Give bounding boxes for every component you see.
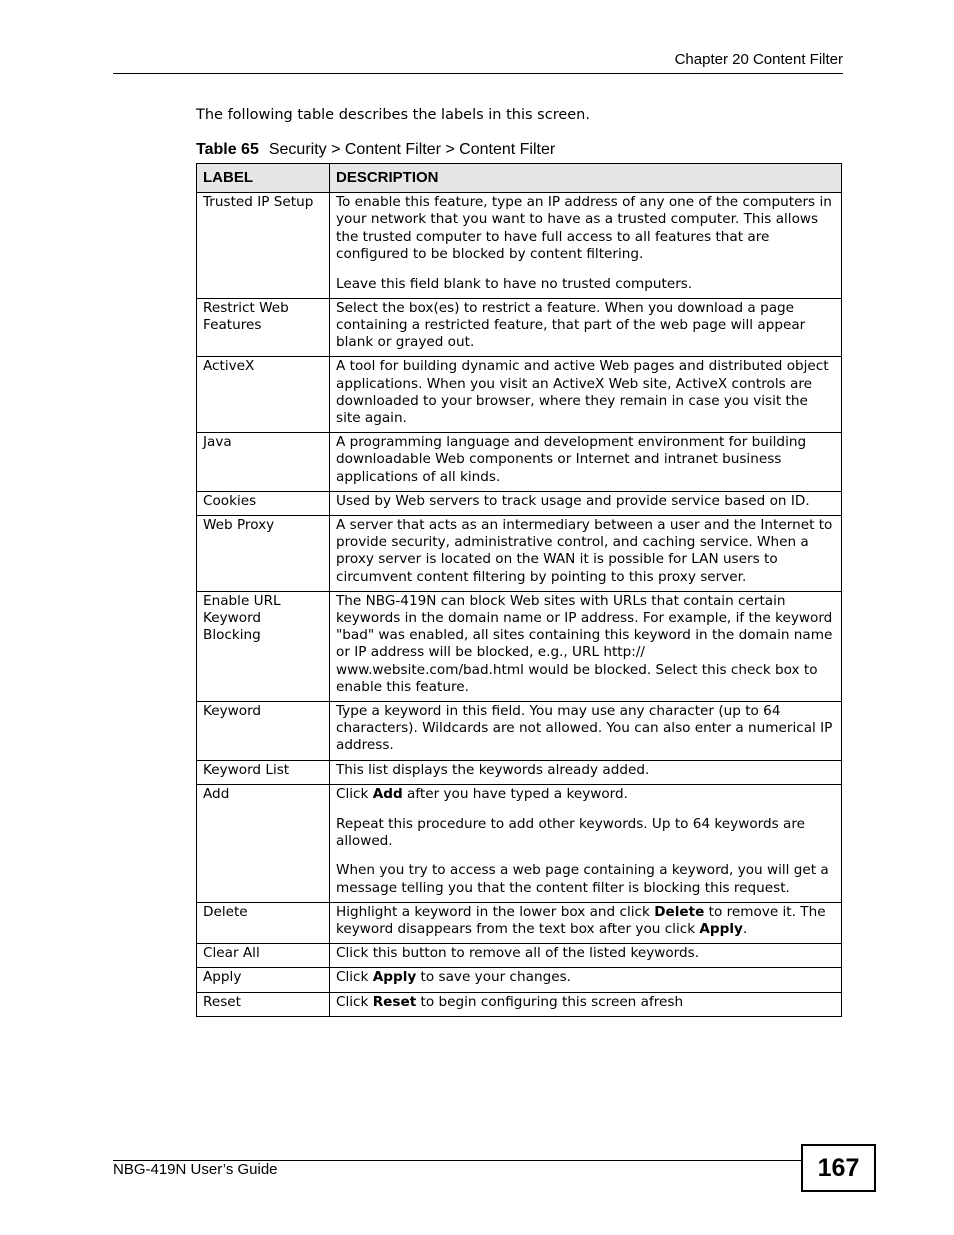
table-row xyxy=(197,515,842,591)
row-description xyxy=(330,701,842,760)
text-segment: When you try to access a web page containing a keyword, you will get a message telling you that the content filter is blocking this request. xyxy=(336,862,829,896)
labels-table xyxy=(196,163,842,1017)
row-label: Enable URL Keyword Blocking xyxy=(197,591,330,701)
bold-term: Reset xyxy=(372,993,417,1010)
row-label: Web Proxy xyxy=(197,515,330,591)
description-paragraph xyxy=(336,358,835,427)
chapter-header: Chapter 20 Content Filter xyxy=(674,51,843,68)
row-description xyxy=(330,515,842,591)
description-paragraph xyxy=(336,994,835,1011)
row-label: Restrict Web Features xyxy=(197,298,330,357)
row-description xyxy=(330,992,842,1016)
description-paragraph xyxy=(336,703,835,755)
table-row xyxy=(197,968,842,992)
row-label: Cookies xyxy=(197,491,330,515)
table-row xyxy=(197,902,842,943)
text-segment: Used by Web servers to track usage and provide service based on ID. xyxy=(336,492,810,509)
table-row xyxy=(197,433,842,492)
description-paragraph xyxy=(336,593,835,696)
description-paragraph xyxy=(336,945,835,962)
row-description xyxy=(330,760,842,784)
table-number: Table 65 xyxy=(196,141,259,158)
table-row xyxy=(197,298,842,357)
row-label: Delete xyxy=(197,902,330,943)
text-segment: Type a keyword in this field. You may use any character (up to 64 characters). Wildcards are not allowed. You can also enter a numerical IP address. xyxy=(336,702,833,754)
description-paragraph xyxy=(336,786,835,803)
description-paragraph xyxy=(336,969,835,986)
text-segment: This list displays the keywords already added. xyxy=(336,761,650,778)
row-label: Reset xyxy=(197,992,330,1016)
table-row xyxy=(197,591,842,701)
description-paragraph xyxy=(336,300,835,352)
table-row xyxy=(197,491,842,515)
description-paragraph xyxy=(336,517,835,586)
header-description: DESCRIPTION xyxy=(330,164,842,193)
table-row xyxy=(197,784,842,902)
page-number: 167 xyxy=(801,1144,876,1192)
row-description xyxy=(330,902,842,943)
row-description xyxy=(330,491,842,515)
text-segment: Select the box(es) to restrict a feature. When you download a page containing a restricted feature, that part of the web page will appear blank or grayed out. xyxy=(336,299,806,351)
text-segment: Click xyxy=(336,969,373,986)
text-segment: Click xyxy=(336,785,373,802)
header-label: LABEL xyxy=(197,164,330,193)
text-segment: Leave this field blank to have no trusted computers. xyxy=(336,275,693,292)
bold-term: Apply xyxy=(372,969,417,986)
row-description xyxy=(330,433,842,492)
row-description xyxy=(330,944,842,968)
row-description xyxy=(330,357,842,433)
intro-text: The following table describes the labels in this screen. xyxy=(196,107,590,123)
text-segment: to save your changes. xyxy=(416,969,571,986)
table-row xyxy=(197,760,842,784)
text-segment: Click this button to remove all of the listed keywords. xyxy=(336,945,700,962)
description-paragraph xyxy=(336,194,835,263)
table-header-row xyxy=(197,164,842,193)
row-label: Add xyxy=(197,784,330,902)
row-description xyxy=(330,298,842,357)
table-title: Security > Content Filter > Content Filter xyxy=(268,141,556,158)
text-segment: A programming language and development environment for building downloadable Web components or Internet and intranet business applications of all kinds. xyxy=(336,434,807,485)
description-paragraph xyxy=(336,276,835,293)
text-segment: after you have typed a keyword. xyxy=(402,785,628,802)
header-divider xyxy=(113,73,843,74)
description-paragraph xyxy=(336,493,835,510)
description-paragraph xyxy=(336,762,835,779)
table-body xyxy=(197,193,842,1017)
guide-title: NBG-419N User’s Guide xyxy=(113,1161,278,1178)
table-row xyxy=(197,944,842,968)
row-label: Trusted IP Setup xyxy=(197,193,330,299)
bold-term: Apply xyxy=(699,921,743,938)
text-segment: . xyxy=(742,921,748,938)
table-row xyxy=(197,193,842,299)
row-description xyxy=(330,968,842,992)
row-description xyxy=(330,784,842,902)
text-segment: Highlight a keyword in the lower box and click xyxy=(336,903,655,920)
description-paragraph xyxy=(336,904,835,938)
table-row xyxy=(197,992,842,1016)
row-label: Clear All xyxy=(197,944,330,968)
row-label: ActiveX xyxy=(197,357,330,433)
description-paragraph xyxy=(336,816,835,850)
table-caption xyxy=(196,141,555,159)
row-label: Java xyxy=(197,433,330,492)
text-segment: The NBG-419N can block Web sites with URLs that contain certain keywords in the domain name or IP address. For example, if the keyword "bad" was enabled, all sites containing this keyword in the domain name or IP address will be blocked, e.g., URL http:// www.website.com/bad.html would be blocked. Select this check box to enable this feature. xyxy=(336,592,833,695)
text-segment: Click xyxy=(336,993,373,1010)
table-row xyxy=(197,357,842,433)
description-paragraph xyxy=(336,434,835,486)
text-segment: to remove it. The keyword disappears from the text box after you click xyxy=(336,903,826,938)
bold-term: Add xyxy=(372,785,403,802)
text-segment: to begin configuring this screen afresh xyxy=(416,993,684,1010)
text-segment: To enable this feature, type an IP address of any one of the computers in your network that you want to have as a trusted computer. This allows the trusted computer to have full access to all features that are configured to be blocked by content filtering. xyxy=(336,194,832,262)
text-segment: A server that acts as an intermediary between a user and the Internet to provide security, administrative control, and caching service. When a proxy server is located on the WAN it is possible for LAN users to circumvent content filtering by pointing to this proxy server. xyxy=(336,516,833,585)
row-label: Keyword List xyxy=(197,760,330,784)
row-label: Apply xyxy=(197,968,330,992)
row-description xyxy=(330,591,842,701)
text-segment: Repeat this procedure to add other keywords. Up to 64 keywords are allowed. xyxy=(336,815,806,849)
row-description xyxy=(330,193,842,299)
description-paragraph xyxy=(336,862,835,896)
row-label: Keyword xyxy=(197,701,330,760)
text-segment: A tool for building dynamic and active Web pages and distributed object applications. When you visit an ActiveX Web site, ActiveX controls are downloaded to your browser, where they remain in case you visit the site again. xyxy=(336,358,829,426)
bold-term: Delete xyxy=(654,903,705,920)
table-row xyxy=(197,701,842,760)
